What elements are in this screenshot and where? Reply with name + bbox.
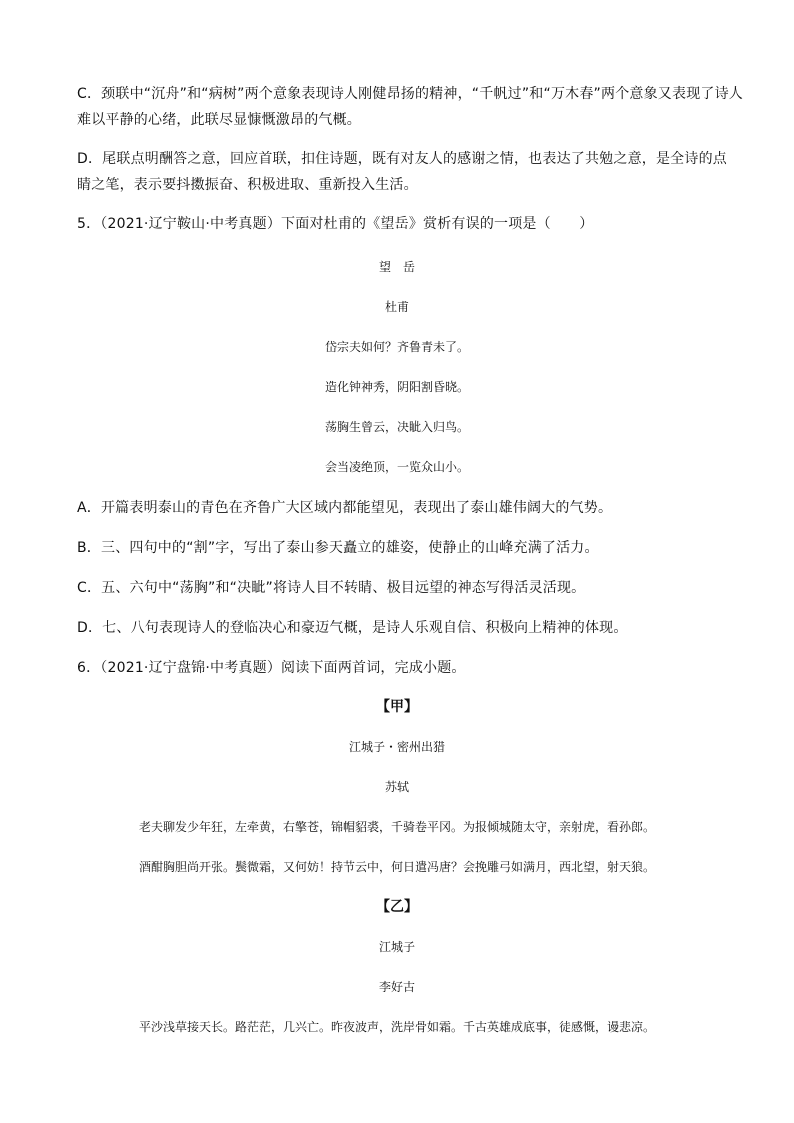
ci-line-yi: 平沙浅草接天长。路茫茫，几兴亡。昨夜波声，洗岸骨如霜。千古英雄成底事，徒感慨，谩悲凉。 <box>138 1020 655 1034</box>
poem-line: 岱宗夫如何？齐鲁青未了。 <box>324 340 469 354</box>
question-5-option-c: C．五、六句中“荡胸”和“决眦”将诗人目不转睛、极目远望的神态写得活灵活现。 <box>77 580 586 596</box>
section-label-yi: 【乙】 <box>376 899 418 915</box>
ci-author-yi: 李好古 <box>378 980 415 994</box>
question-6-stem: 6．（2021·辽宁盘锦·中考真题）阅读下面两首词，完成小题。 <box>77 660 466 676</box>
question-5-option-b: B．三、四句中的“割”字，写出了泰山参天矗立的雄姿，使静止的山峰充满了活力。 <box>77 540 599 556</box>
poem-line: 造化钟神秀，阴阳割昏晓。 <box>324 380 469 394</box>
ci-title-jia: 江城子・密州出猎 <box>348 740 445 754</box>
ci-author-jia: 苏轼 <box>384 780 409 794</box>
poem-title: 望 岳 <box>378 260 415 274</box>
option-d-line-1: D．尾联点明酬答之意，回应首联，扣住诗题，既有对友人的感谢之情，也表达了共勉之意，是全诗的点 <box>77 151 727 167</box>
poem-line: 会当凌绝顶，一览众山小。 <box>324 460 469 474</box>
ci-line-jia: 老夫聊发少年狂，左牵黄，右擎苍，锦帽貂裘，千骑卷平冈。为报倾城随太守，亲射虎，看孙郎。 <box>138 820 655 834</box>
ci-title-yi: 江城子 <box>378 940 415 954</box>
option-d-line-2: 睛之笔，表示要抖擞振奋、积极进取、重新投入生活。 <box>77 177 418 193</box>
option-c-line-2: 难以平静的心绪，此联尽显慷慨激昂的气概。 <box>77 112 361 128</box>
ci-line-jia: 酒酣胸胆尚开张。鬓微霜，又何妨！持节云中，何日遣冯唐？会挽雕弓如满月，西北望，射天狼。 <box>138 860 655 874</box>
question-5-stem: 5．（2021·辽宁鞍山·中考真题）下面对杜甫的《望岳》赏析有误的一项是（ ） <box>77 216 594 232</box>
option-c-line-1: C．颈联中“沉舟”和“病树”两个意象表现诗人刚健昂扬的精神，“千帆过”和“万木春”两个意象又表现了诗人 <box>77 86 743 102</box>
section-label-jia: 【甲】 <box>376 699 418 715</box>
poem-author: 杜甫 <box>384 300 409 314</box>
question-5-option-d: D．七、八句表现诗人的登临决心和豪迈气概，是诗人乐观自信、积极向上精神的体现。 <box>77 620 628 636</box>
question-5-option-a: A．开篇表明泰山的青色在齐鲁广大区域内都能望见，表现出了泰山雄伟阔大的气势。 <box>77 500 613 516</box>
poem-line: 荡胸生曾云，决眦入归鸟。 <box>324 420 469 434</box>
